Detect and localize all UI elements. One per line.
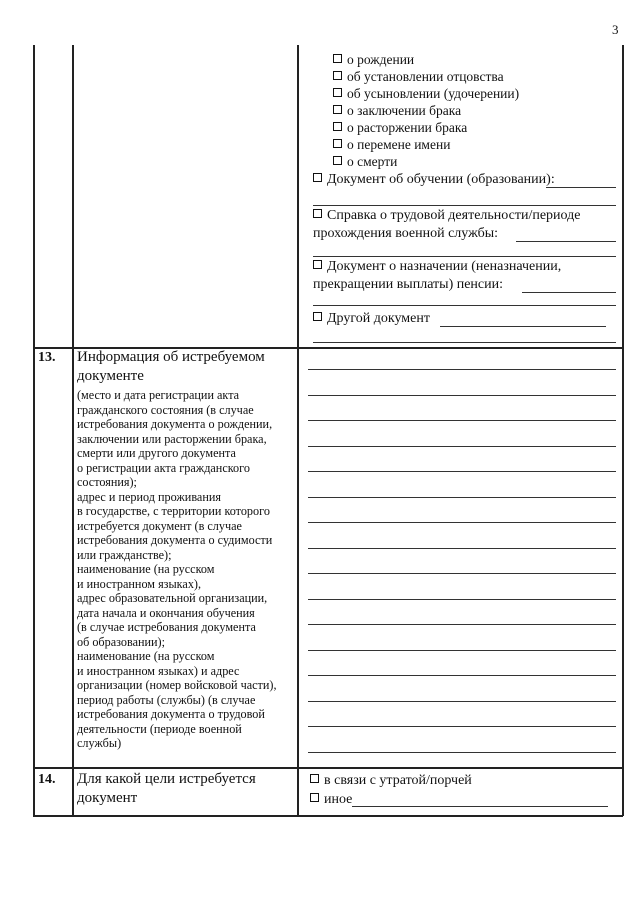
option-label: об усыновлении (удочерении) bbox=[347, 86, 520, 101]
checkbox-work-certificate[interactable] bbox=[313, 208, 580, 224]
fill-line[interactable] bbox=[313, 305, 616, 306]
fill-line[interactable] bbox=[308, 522, 616, 523]
fill-line[interactable] bbox=[313, 205, 616, 206]
table-border-right bbox=[622, 45, 624, 816]
fill-line[interactable] bbox=[308, 369, 616, 370]
table-border-left bbox=[33, 45, 35, 816]
fill-line[interactable] bbox=[313, 342, 616, 343]
checkbox-birth[interactable] bbox=[333, 52, 414, 68]
checkbox-death[interactable] bbox=[333, 154, 397, 170]
checkbox-paternity[interactable] bbox=[333, 69, 504, 85]
checkbox-other-purpose[interactable] bbox=[310, 792, 352, 808]
row-title: Для какой цели истребуется bbox=[77, 771, 256, 787]
page-number: 3 bbox=[612, 22, 619, 37]
checkbox-education-doc[interactable] bbox=[313, 172, 555, 188]
checkbox-other-doc[interactable] bbox=[313, 311, 430, 327]
checkbox-loss[interactable] bbox=[310, 773, 472, 789]
fill-line[interactable] bbox=[308, 726, 616, 727]
option-label: Другой документ bbox=[327, 311, 430, 326]
checkbox-divorce[interactable] bbox=[333, 120, 467, 136]
column-divider bbox=[297, 45, 299, 816]
fill-line[interactable] bbox=[308, 471, 616, 472]
fill-line[interactable] bbox=[308, 395, 616, 396]
checkbox-name-change[interactable] bbox=[333, 137, 450, 153]
option-label: о рождении bbox=[347, 52, 415, 67]
row-number: 14. bbox=[38, 772, 56, 787]
fill-line[interactable] bbox=[308, 650, 616, 651]
option-label: Справка о трудовой деятельности/периоде bbox=[327, 208, 581, 223]
checkbox-pension-doc[interactable] bbox=[313, 259, 561, 275]
option-label: Документ о назначении (неназначении, bbox=[327, 259, 562, 274]
fill-line[interactable] bbox=[440, 326, 606, 327]
option-label: о заключении брака bbox=[347, 103, 462, 118]
fill-line[interactable] bbox=[308, 548, 616, 549]
fill-line[interactable] bbox=[308, 573, 616, 574]
option-label: об установлении отцовства bbox=[347, 69, 504, 84]
fill-line[interactable] bbox=[308, 701, 616, 702]
option-label: о смерти bbox=[347, 154, 398, 169]
fill-line[interactable] bbox=[308, 752, 616, 753]
option-label: о расторжении брака bbox=[347, 120, 468, 135]
row-details: (место и дата регистрации акта гражданского состояния (в случае истребования документа о рождении, заключении или расторжении брака, смерти или другого документа о регистрации акта гражданского состояния); адрес и период проживания в государстве, с территории которого истребуется документ (в случае истребования документа о судимости или гражданстве); наименование (на русском и иностранном языках), адрес образовательной организации, дата начала и окончания обучения (в случае истребования документа об образовании); наименование (на русском и иностранном языках) и адрес организации (номер войсковой части), период работы (службы) (в случае истребования документа о трудовой деятельности (периоде военной службы) bbox=[77, 388, 277, 750]
fill-line[interactable] bbox=[308, 420, 616, 421]
fill-line[interactable] bbox=[308, 497, 616, 498]
fill-line[interactable] bbox=[308, 599, 616, 600]
row-number: 13. bbox=[38, 350, 56, 365]
row-title: Информация об истребуемом bbox=[77, 349, 265, 365]
fill-line[interactable] bbox=[522, 292, 616, 293]
table-border-bottom bbox=[33, 815, 623, 817]
option-label: о перемене имени bbox=[347, 137, 451, 152]
fill-line[interactable] bbox=[308, 446, 616, 447]
fill-line[interactable] bbox=[308, 624, 616, 625]
option-label: иное bbox=[324, 792, 353, 807]
fill-line[interactable] bbox=[516, 241, 616, 242]
option-label: в связи с утратой/порчей bbox=[324, 773, 472, 788]
option-label: прохождения военной службы: bbox=[313, 226, 498, 241]
row-divider bbox=[33, 767, 623, 769]
option-label: прекращении выплаты) пенсии: bbox=[313, 277, 504, 292]
fill-line[interactable] bbox=[352, 806, 608, 807]
option-label: Документ об обучении (образовании): bbox=[327, 172, 555, 187]
checkbox-marriage[interactable] bbox=[333, 103, 461, 119]
fill-line[interactable] bbox=[546, 187, 616, 188]
row-title: документе bbox=[77, 368, 144, 384]
fill-line[interactable] bbox=[308, 675, 616, 676]
fill-line[interactable] bbox=[313, 256, 616, 257]
row-title: документ bbox=[77, 790, 138, 806]
column-divider bbox=[72, 45, 74, 816]
checkbox-adoption[interactable] bbox=[333, 86, 519, 102]
